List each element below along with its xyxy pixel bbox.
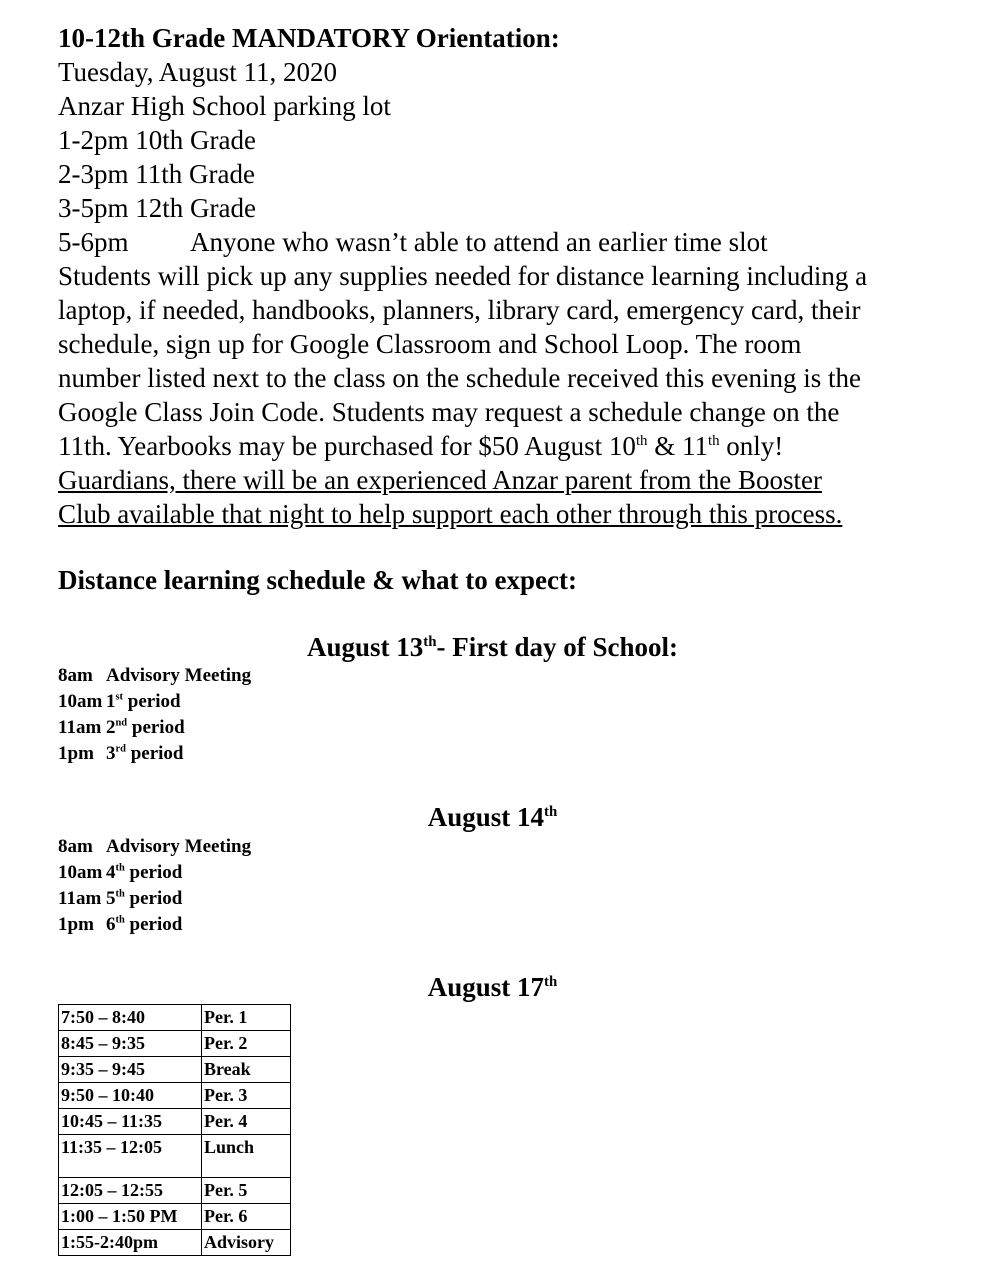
table-cell-time: 1:55-2:40pm xyxy=(59,1230,202,1256)
table-cell-time: 11:35 – 12:05 xyxy=(59,1135,202,1178)
yearbook-text-b: & 11 xyxy=(647,431,708,461)
item-label: 2 xyxy=(106,717,116,738)
item-time: 8am xyxy=(58,665,93,686)
item-sup: th xyxy=(115,862,125,874)
item-sup: nd xyxy=(115,717,128,729)
table-row xyxy=(59,1005,291,1031)
item-rest: period xyxy=(127,717,185,738)
item-label: 6 xyxy=(106,914,116,935)
aug13-item xyxy=(58,741,183,767)
table-cell-period: Advisory xyxy=(202,1230,291,1256)
aug13-title-text: August 13 xyxy=(307,632,424,662)
table-cell-time: 8:45 – 9:35 xyxy=(59,1031,202,1057)
table-cell-period: Per. 2 xyxy=(202,1031,291,1057)
item-rest: period xyxy=(124,888,183,909)
table-cell-period: Per. 5 xyxy=(202,1178,291,1204)
table-cell-time: 9:35 – 9:45 xyxy=(59,1057,202,1083)
paragraph-line: number listed next to the class on the schedule received this evening is the xyxy=(58,363,862,393)
orientation-heading: 10-12th Grade MANDATORY Orientation: xyxy=(58,23,560,53)
item-label: 1 xyxy=(106,691,116,712)
late-slot-desc: Anyone who wasn’t able to attend an earlier time slot xyxy=(190,227,768,257)
aug17-title-sup: th xyxy=(544,974,558,990)
item-time: 1pm xyxy=(58,914,94,935)
yearbook-line xyxy=(58,429,783,463)
item-sup: th xyxy=(115,888,125,900)
item-time: 10am xyxy=(58,691,103,712)
table-cell-period: Per. 4 xyxy=(202,1109,291,1135)
item-sup: rd xyxy=(115,743,126,755)
item-time: 10am xyxy=(58,862,103,883)
table-row xyxy=(59,1230,291,1256)
late-slot-time: 5-6pm xyxy=(58,227,129,257)
item-time: 11am xyxy=(58,888,102,909)
yearbook-sup-1: th xyxy=(635,433,648,449)
distance-heading: Distance learning schedule & what to expect: xyxy=(58,565,577,595)
table-cell-time: 12:05 – 12:55 xyxy=(59,1178,202,1204)
table-row xyxy=(59,1204,291,1230)
item-time: 11am xyxy=(58,717,102,738)
schedule-table xyxy=(58,1004,291,1256)
aug13-item xyxy=(58,689,181,715)
slot-line: 2-3pm 11th Grade xyxy=(58,159,255,189)
table-cell-period: Lunch xyxy=(202,1135,291,1178)
table-row xyxy=(59,1057,291,1083)
paragraph-line: Students will pick up any supplies needed for distance learning including a xyxy=(58,261,868,291)
table-row xyxy=(59,1178,291,1204)
aug14-item xyxy=(58,886,182,912)
table-cell-period: Per. 3 xyxy=(202,1083,291,1109)
table-cell-period: Per. 6 xyxy=(202,1204,291,1230)
item-time: 8am xyxy=(58,836,93,857)
aug13-item xyxy=(58,715,185,741)
aug13-item xyxy=(58,663,251,689)
table-cell-period: Per. 1 xyxy=(202,1005,291,1031)
table-row xyxy=(59,1031,291,1057)
aug14-item xyxy=(58,834,251,860)
table-cell-time: 1:00 – 1:50 PM xyxy=(59,1204,202,1230)
aug13-title xyxy=(0,630,985,664)
item-rest: period xyxy=(123,691,181,712)
paragraph-line: Google Class Join Code. Students may request a schedule change on the xyxy=(58,397,840,427)
yearbook-text-c: only! xyxy=(719,431,784,461)
aug17-title xyxy=(0,970,985,1004)
item-label: 4 xyxy=(106,862,116,883)
table-cell-period: Break xyxy=(202,1057,291,1083)
item-rest: period xyxy=(124,862,183,883)
item-sup: th xyxy=(115,914,125,926)
aug14-title-sup: th xyxy=(544,804,558,820)
aug17-title-text: August 17 xyxy=(427,972,545,1002)
table-cell-time: 7:50 – 8:40 xyxy=(59,1005,202,1031)
aug14-title xyxy=(0,800,985,834)
guardian-line: Guardians, there will be an experienced Anzar parent from the Booster xyxy=(58,465,822,495)
slot-line: 3-5pm 12th Grade xyxy=(58,193,256,223)
aug14-item xyxy=(58,912,182,938)
aug14-title-text: August 14 xyxy=(427,802,545,832)
slot-line: 1-2pm 10th Grade xyxy=(58,125,256,155)
guardian-line: Club available that night to help support each other through this process. xyxy=(58,499,843,529)
table-cell-time: 9:50 – 10:40 xyxy=(59,1083,202,1109)
yearbook-sup-2: th xyxy=(707,433,720,449)
orientation-date: Tuesday, August 11, 2020 xyxy=(58,57,338,87)
paragraph-line: schedule, sign up for Google Classroom and School Loop. The room xyxy=(58,329,802,359)
table-row xyxy=(59,1109,291,1135)
item-rest: period xyxy=(125,743,184,764)
item-time: 1pm xyxy=(58,743,94,764)
item-label: 3 xyxy=(106,743,116,764)
aug13-title-rest: - First day of School: xyxy=(436,632,678,662)
aug14-item xyxy=(58,860,182,886)
item-label: Advisory Meeting xyxy=(106,665,252,686)
table-row xyxy=(59,1083,291,1109)
item-label: Advisory Meeting xyxy=(106,836,252,857)
item-label: 5 xyxy=(106,888,116,909)
table-row xyxy=(59,1135,291,1178)
paragraph-line: laptop, if needed, handbooks, planners, library card, emergency card, their xyxy=(58,295,861,325)
item-rest: period xyxy=(124,914,183,935)
orientation-location: Anzar High School parking lot xyxy=(58,91,391,121)
aug13-title-sup: th xyxy=(423,634,437,650)
late-slot-line xyxy=(58,225,768,259)
table-cell-time: 10:45 – 11:35 xyxy=(59,1109,202,1135)
yearbook-text-a: 11th. Yearbooks may be purchased for $50 August 10 xyxy=(58,431,636,461)
item-sup: st xyxy=(115,691,124,703)
